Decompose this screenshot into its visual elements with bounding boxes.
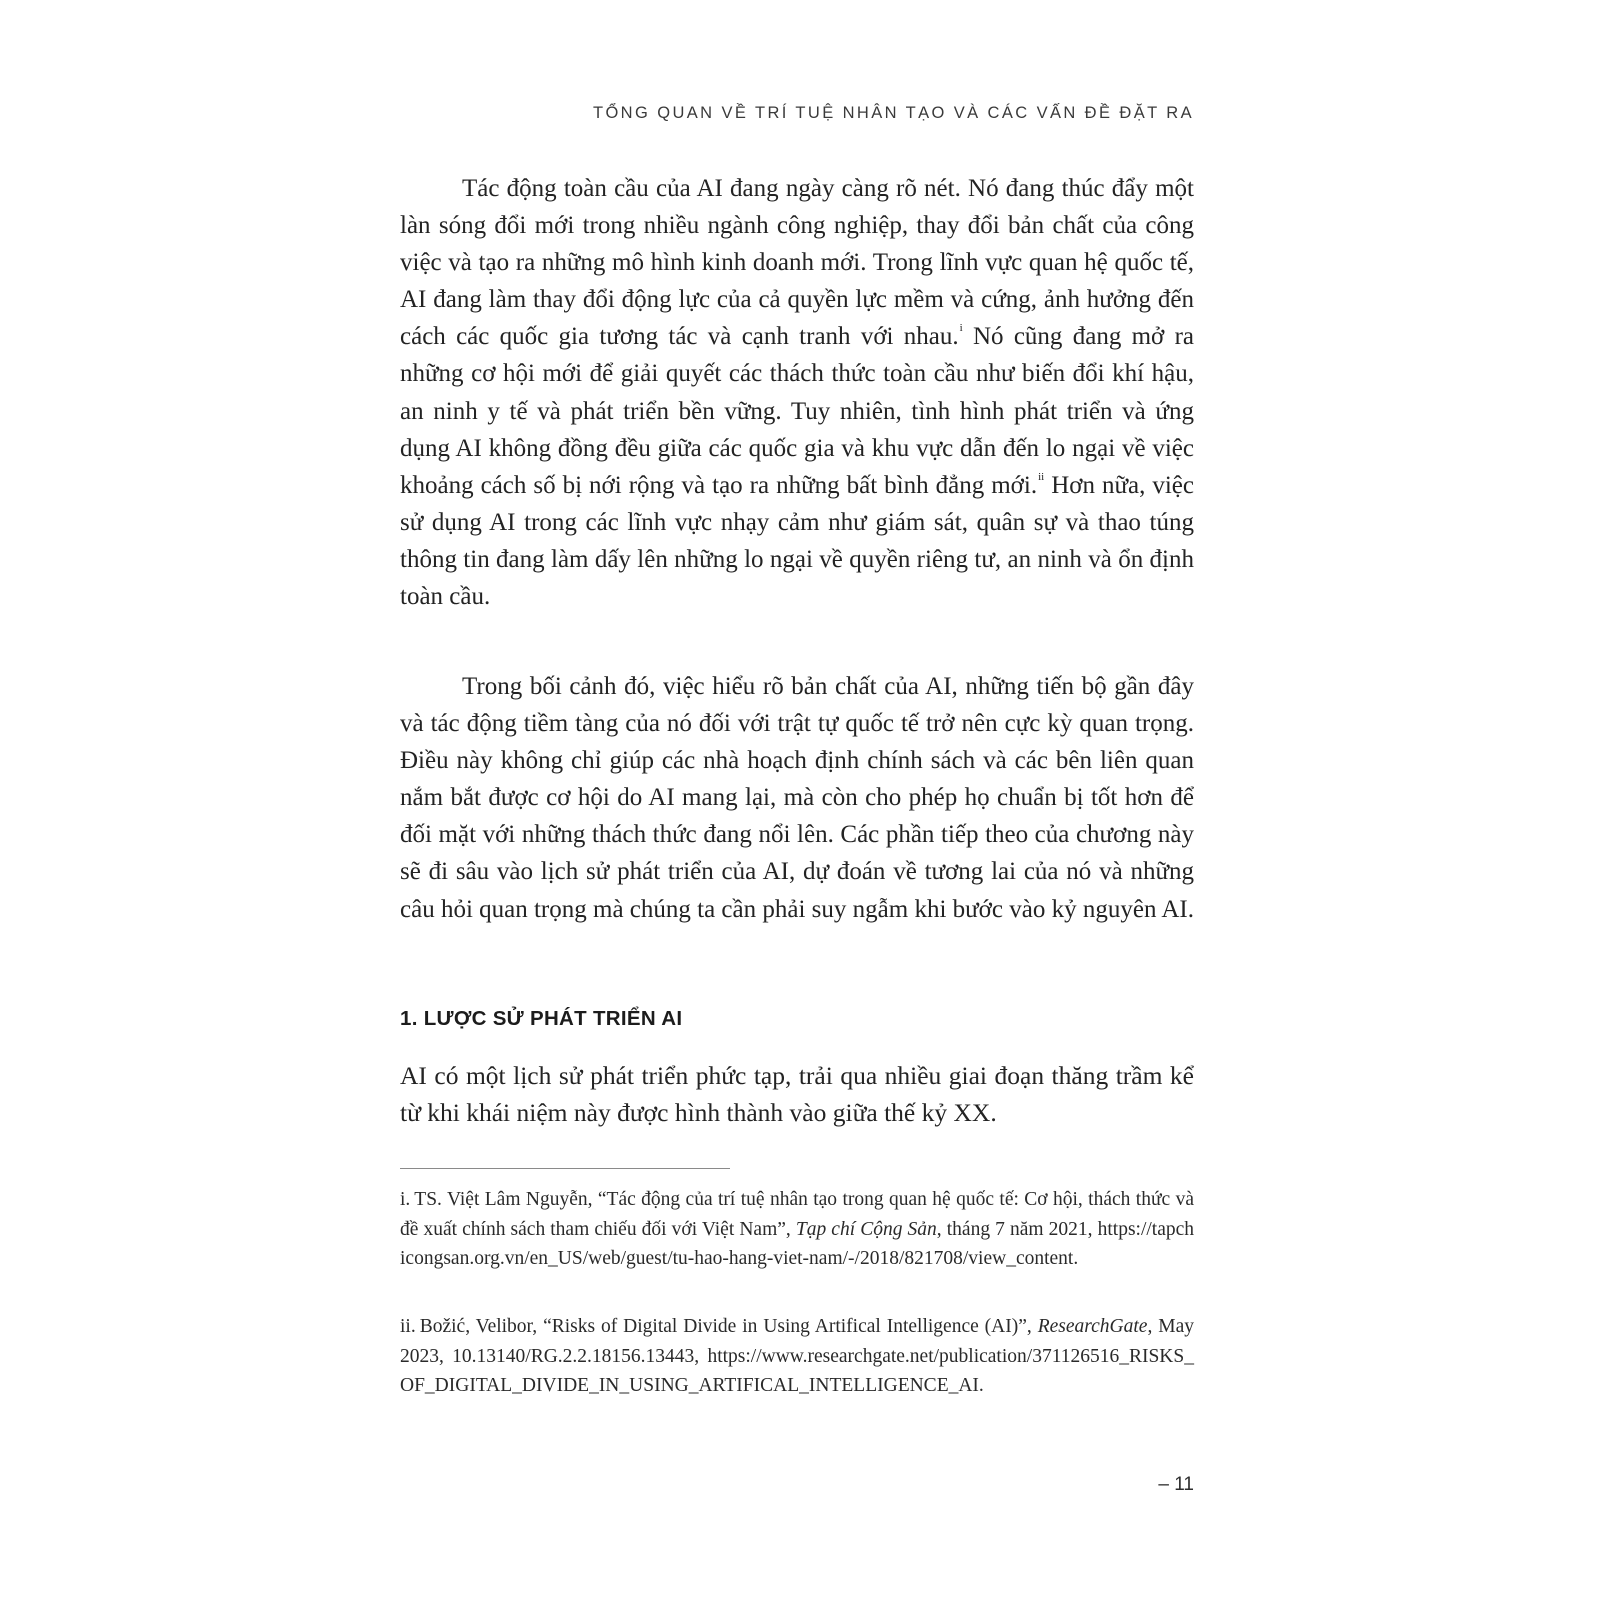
footnote-marker: ii. xyxy=(400,1316,416,1337)
body-paragraph-3 xyxy=(400,1057,1194,1131)
paragraph-3-text: AI có một lịch sử phát triển phức tạp, trải qua nhiều giai đoạn thăng trầm kể từ khi khái niệm này được hình thành vào giữa thế kỷ XX. xyxy=(400,1061,1194,1128)
footnote-ref-ii[interactable]: ii xyxy=(1038,470,1045,483)
footnote-source-title: ResearchGate xyxy=(1037,1316,1148,1337)
footnote-text: , May 2023, 10.13140/RG.2.2.18156.13443, xyxy=(400,1316,1194,1367)
section-heading: 1. LƯỢC SỬ PHÁT TRIỂN AI xyxy=(400,1007,683,1030)
paragraph-2-text: Trong bối cảnh đó, việc hiểu rõ bản chất của AI, những tiến bộ gần đây và tác động tiềm tàng của nó đối với trật tự quốc tế trở nên cực kỳ quan trọng. Điều này không chỉ giúp các nhà hoạch định chính sách và các bên liên quan nắm bắt được cơ hội do AI mang lại, mà còn cho phép họ chuẩn bị tốt hơn để đối mặt với những thách thức đang nổi lên. Các phần tiếp theo của chương này sẽ đi sâu vào lịch sử phát triển của AI, dự đoán về tương lai của nó và những câu hỏi quan trọng mà chúng ta cần phải suy ngẫm khi bước vào kỷ nguyên AI. xyxy=(400,673,1194,923)
running-header: TỔNG QUAN VỀ TRÍ TUỆ NHÂN TẠO VÀ CÁC VẤN ĐỀ ĐẶT RA xyxy=(592,104,1194,122)
body-paragraph-1 xyxy=(400,170,1194,615)
paragraph-1-text-c: Hơn nữa, việc sử dụng AI trong các lĩnh vực nhạy cảm như giám sát, quân sự và thao túng thông tin đang làm dấy lên những lo ngại về quyền riêng tư, an ninh và ổn định toàn cầu. xyxy=(400,471,1195,611)
footnote-ref-i[interactable]: i xyxy=(959,322,963,335)
footnote-link[interactable]: https://www.researchgate.net/publication/371126516_RISKS_OF_DIGITAL_DIVIDE_IN_USING_ARTIFICAL_INTELLIGENCE_AI. xyxy=(400,1345,1194,1397)
footnote-ii xyxy=(400,1312,1194,1401)
paragraph-1-text-a: Tác động toàn cầu của AI đang ngày càng rõ nét. Nó đang thúc đẩy một làn sóng đổi mới trong nhiều ngành công nghiệp, thay đổi bản chất của công việc và tạo ra những mô hình kinh doanh mới. Trong lĩnh vực quan hệ quốc tế, AI đang làm thay đổi động lực của cả quyền lực mềm và cứng, ảnh hưởng đến cách các quốc gia tương tác và cạnh tranh với nhau. xyxy=(400,175,1194,351)
footnote-link[interactable]: https://tapchicongsan.org.vn/en_US/web/guest/tu-hao-hang-viet-nam/-/2018/821708/view_content. xyxy=(400,1218,1195,1270)
footnote-divider xyxy=(400,1168,730,1169)
body-paragraph-2 xyxy=(400,668,1194,928)
footnote-text: , tháng 7 năm 2021, xyxy=(936,1218,1093,1240)
footnote-text: TS. Việt Lâm Nguyễn, “Tác động của trí tuệ nhân tạo trong quan hệ quốc tế: Cơ hội, thách thức và đề xuất chính sách tham chiếu đối với Việt Nam”, xyxy=(400,1189,1194,1240)
footnote-i xyxy=(400,1185,1194,1274)
page-number: – 11 xyxy=(1158,1474,1194,1495)
footnote-marker: i. xyxy=(400,1189,411,1210)
paragraph-1-text-b: Nó cũng đang mở ra những cơ hội mới để giải quyết các thách thức toàn cầu như biến đổi khí hậu, an ninh y tế và phát triển bền vững. Tuy nhiên, tình hình phát triển và ứng dụng AI không đồng đều giữa các quốc gia và khu vực dẫn đến lo ngại về việc khoảng cách số bị nới rộng và tạo ra những bất bình đẳng mới. xyxy=(400,323,1194,499)
footnote-source-title: Tạp chí Cộng Sản xyxy=(795,1218,937,1240)
footnote-text: Božić, Velibor, “Risks of Digital Divide in Using Artifical Intelligence (AI)”, xyxy=(419,1316,1032,1337)
